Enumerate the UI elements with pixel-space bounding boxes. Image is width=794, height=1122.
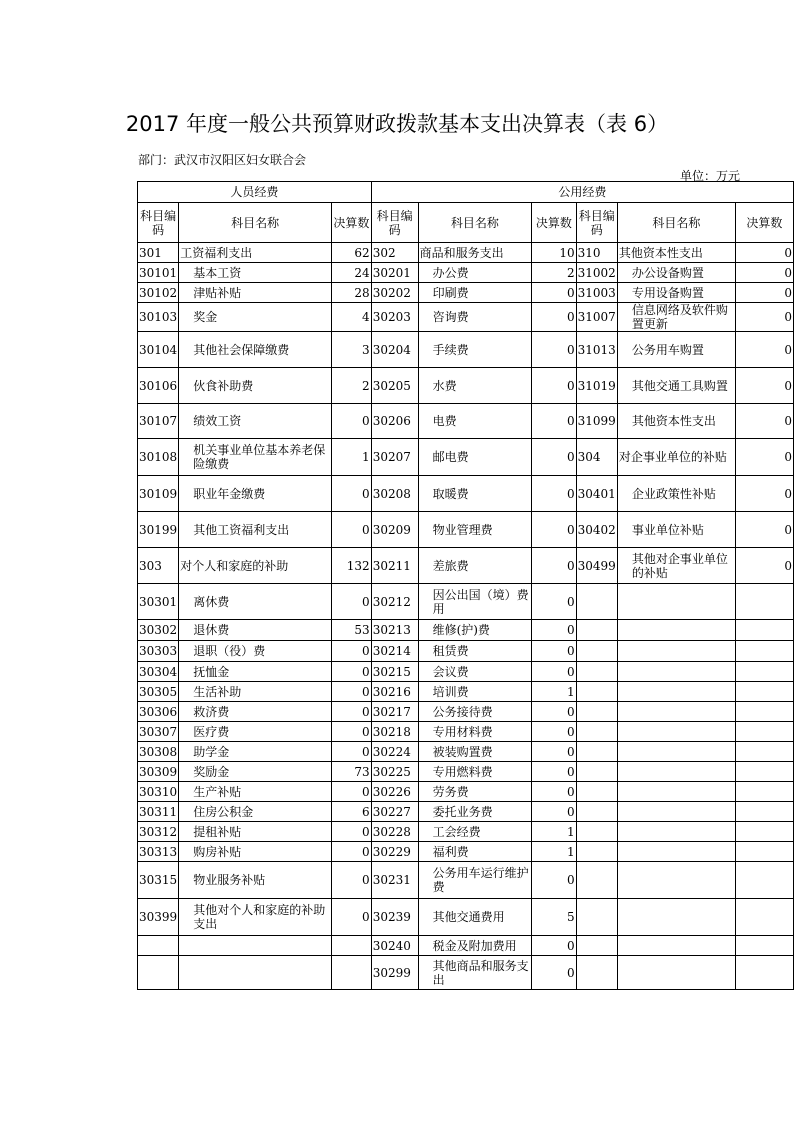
name-cell: [617, 662, 735, 682]
amount-cell: 0: [532, 702, 576, 722]
code-cell: 30101: [138, 263, 179, 283]
code-cell: 30310: [138, 782, 179, 802]
code-cell: 30206: [371, 404, 418, 439]
code-cell: 31013: [576, 332, 617, 368]
amount-cell: 0: [532, 368, 576, 404]
code-cell: 30217: [371, 702, 418, 722]
name-cell: 伙食补助费: [179, 368, 332, 404]
name-cell: [617, 862, 735, 899]
name-cell: 其他社会保障缴费: [179, 332, 332, 368]
code-cell: [576, 662, 617, 682]
name-cell: 离休费: [179, 584, 332, 620]
name-cell: 救济费: [179, 702, 332, 722]
amount-cell: 0: [332, 742, 372, 762]
code-cell: 30103: [138, 303, 179, 332]
amount-cell: [735, 802, 793, 822]
amount-cell: 0: [532, 332, 576, 368]
code-cell: 30240: [371, 936, 418, 956]
name-cell: [617, 584, 735, 620]
name-cell: [179, 936, 332, 956]
amount-cell: [735, 620, 793, 641]
department-label: 部门：武汉市汉阳区妇女联合会: [138, 153, 307, 167]
code-cell: 30109: [138, 476, 179, 512]
name-cell: 绩效工资: [179, 404, 332, 439]
name-cell: 物业服务补贴: [179, 862, 332, 899]
code-cell: [576, 936, 617, 956]
table-row: [138, 722, 794, 742]
code-cell: 30226: [371, 782, 418, 802]
name-cell: 劳务费: [418, 782, 532, 802]
code-cell: 30202: [371, 283, 418, 303]
amount-cell: 0: [735, 263, 793, 283]
personnel-group-header: 人员经费: [138, 182, 372, 203]
amount-cell: 0: [332, 842, 372, 862]
name-cell: 办公设备购置: [617, 263, 735, 283]
code-cell: 30212: [371, 584, 418, 620]
amount-cell: 0: [735, 283, 793, 303]
name-cell: 职业年金缴费: [179, 476, 332, 512]
code-cell: 30201: [371, 263, 418, 283]
amount-cell: 0: [532, 956, 576, 990]
code-cell: 30315: [138, 862, 179, 899]
table-row: [138, 762, 794, 782]
code-cell: 30102: [138, 283, 179, 303]
code-cell: 30203: [371, 303, 418, 332]
name-cell: 提租补贴: [179, 822, 332, 842]
amount-cell: 10: [532, 243, 576, 263]
group-header-row: [138, 182, 794, 203]
name-cell: 信息网络及软件购置更新: [617, 303, 735, 332]
table-row: [138, 899, 794, 936]
amount-cell: [735, 822, 793, 842]
code-cell: [576, 802, 617, 822]
name-cell: 印刷费: [418, 283, 532, 303]
code-cell: 31003: [576, 283, 617, 303]
amount-cell: 0: [532, 802, 576, 822]
amount-cell: 0: [532, 782, 576, 802]
code-cell: 30309: [138, 762, 179, 782]
amount-cell: 0: [532, 862, 576, 899]
name-cell: 医疗费: [179, 722, 332, 742]
table-row: [138, 641, 794, 662]
table-row: [138, 956, 794, 990]
name-cell: [617, 722, 735, 742]
code-cell: [138, 936, 179, 956]
name-cell: [617, 822, 735, 842]
unit-label: 单位：万元: [680, 169, 741, 183]
amount-cell: 2: [332, 368, 372, 404]
amount-cell: 0: [735, 439, 793, 476]
amount-cell: [735, 662, 793, 682]
name-cell: 取暖费: [418, 476, 532, 512]
name-cell: 其他资本性支出: [617, 404, 735, 439]
public-group-header: 公用经费: [371, 182, 793, 203]
code-cell: [576, 822, 617, 842]
amount-cell: 1: [532, 822, 576, 842]
code-cell: 30312: [138, 822, 179, 842]
code-cell: [576, 862, 617, 899]
amount-cell: 0: [332, 822, 372, 842]
name-cell: 基本工资: [179, 263, 332, 283]
name-cell: 专用材料费: [418, 722, 532, 742]
name-header: 科目名称: [418, 203, 532, 243]
code-cell: [576, 842, 617, 862]
name-cell: 维修(护)费: [418, 620, 532, 641]
name-header: 科目名称: [617, 203, 735, 243]
table-row: [138, 702, 794, 722]
amount-cell: 0: [532, 742, 576, 762]
code-cell: [576, 782, 617, 802]
name-cell: 专用设备购置: [617, 283, 735, 303]
amount-cell: [735, 702, 793, 722]
code-cell: 30208: [371, 476, 418, 512]
code-cell: [576, 702, 617, 722]
name-cell: 事业单位补贴: [617, 512, 735, 548]
code-cell: 30311: [138, 802, 179, 822]
amount-header: 决算数: [332, 203, 372, 243]
name-cell: 抚恤金: [179, 662, 332, 682]
amount-cell: 0: [332, 722, 372, 742]
amount-cell: 24: [332, 263, 372, 283]
table-row: [138, 332, 794, 368]
amount-cell: 0: [332, 899, 372, 936]
page-title: 2017 年度一般公共预算财政拨款基本支出决算表（表 6）: [125, 112, 669, 136]
amount-cell: 0: [332, 702, 372, 722]
code-cell: 30239: [371, 899, 418, 936]
name-cell: 公务用车购置: [617, 332, 735, 368]
code-cell: 31019: [576, 368, 617, 404]
table-row: [138, 283, 794, 303]
code-header: 科目编码: [138, 203, 179, 243]
table-row: [138, 802, 794, 822]
name-cell: 机关事业单位基本养老保险缴费: [179, 439, 332, 476]
name-cell: 商品和服务支出: [418, 243, 532, 263]
code-cell: 30299: [371, 956, 418, 990]
code-cell: 30305: [138, 682, 179, 702]
name-cell: 退休费: [179, 620, 332, 641]
amount-cell: 6: [332, 802, 372, 822]
name-cell: 其他工资福利支出: [179, 512, 332, 548]
amount-cell: 0: [532, 641, 576, 662]
code-cell: 30216: [371, 682, 418, 702]
amount-cell: 0: [532, 439, 576, 476]
code-cell: 30399: [138, 899, 179, 936]
amount-cell: 0: [532, 620, 576, 641]
name-cell: 对企事业单位的补贴: [617, 439, 735, 476]
amount-cell: 1: [532, 682, 576, 702]
name-cell: 助学金: [179, 742, 332, 762]
name-cell: 其他商品和服务支出: [418, 956, 532, 990]
name-cell: 会议费: [418, 662, 532, 682]
code-cell: 30104: [138, 332, 179, 368]
code-cell: [576, 620, 617, 641]
amount-cell: 0: [735, 548, 793, 584]
name-cell: [617, 620, 735, 641]
code-cell: [138, 956, 179, 990]
name-cell: 委托业务费: [418, 802, 532, 822]
code-cell: 30108: [138, 439, 179, 476]
amount-cell: [735, 842, 793, 862]
code-cell: 30224: [371, 742, 418, 762]
amount-cell: 0: [735, 243, 793, 263]
amount-cell: 0: [532, 936, 576, 956]
amount-cell: [735, 722, 793, 742]
code-cell: 301: [138, 243, 179, 263]
code-cell: 30215: [371, 662, 418, 682]
table-row: [138, 862, 794, 899]
code-header: 科目编码: [576, 203, 617, 243]
code-cell: [576, 742, 617, 762]
code-cell: [576, 682, 617, 702]
amount-cell: 0: [735, 303, 793, 332]
amount-cell: 0: [532, 762, 576, 782]
code-cell: 30402: [576, 512, 617, 548]
name-cell: [617, 742, 735, 762]
amount-cell: 73: [332, 762, 372, 782]
amount-header: 决算数: [532, 203, 576, 243]
amount-cell: 0: [332, 476, 372, 512]
amount-cell: 0: [332, 404, 372, 439]
name-cell: [617, 641, 735, 662]
amount-cell: 0: [532, 548, 576, 584]
code-cell: 30225: [371, 762, 418, 782]
code-cell: 30231: [371, 862, 418, 899]
table-row: [138, 822, 794, 842]
amount-cell: 0: [332, 662, 372, 682]
name-cell: [617, 936, 735, 956]
code-cell: [576, 641, 617, 662]
name-cell: 水费: [418, 368, 532, 404]
code-cell: [576, 762, 617, 782]
code-cell: 30106: [138, 368, 179, 404]
amount-cell: 0: [532, 303, 576, 332]
amount-cell: 2: [532, 263, 576, 283]
name-cell: 培训费: [418, 682, 532, 702]
amount-cell: [735, 936, 793, 956]
code-cell: 30308: [138, 742, 179, 762]
table-row: [138, 263, 794, 283]
table-row: [138, 662, 794, 682]
name-cell: 手续费: [418, 332, 532, 368]
amount-cell: [735, 762, 793, 782]
table-row: [138, 439, 794, 476]
amount-cell: 62: [332, 243, 372, 263]
amount-cell: 0: [532, 476, 576, 512]
code-cell: 30304: [138, 662, 179, 682]
name-cell: 公务用车运行维护费: [418, 862, 532, 899]
name-cell: 工会经费: [418, 822, 532, 842]
amount-cell: 0: [332, 862, 372, 899]
code-cell: 302: [371, 243, 418, 263]
table-row: [138, 620, 794, 641]
table-row: [138, 303, 794, 332]
amount-cell: 0: [735, 512, 793, 548]
amount-cell: [735, 742, 793, 762]
code-cell: 30227: [371, 802, 418, 822]
table-row: [138, 782, 794, 802]
name-cell: 企业政策性补贴: [617, 476, 735, 512]
name-cell: 奖金: [179, 303, 332, 332]
code-cell: 30199: [138, 512, 179, 548]
amount-cell: 3: [332, 332, 372, 368]
name-cell: 差旅费: [418, 548, 532, 584]
name-cell: 福利费: [418, 842, 532, 862]
column-header-row: [138, 203, 794, 243]
name-cell: 住房公积金: [179, 802, 332, 822]
amount-cell: [332, 956, 372, 990]
name-cell: [617, 842, 735, 862]
name-cell: 购房补贴: [179, 842, 332, 862]
amount-cell: 0: [735, 368, 793, 404]
budget-table: [137, 181, 794, 990]
name-cell: [617, 682, 735, 702]
code-header: 科目编码: [371, 203, 418, 243]
amount-cell: 28: [332, 283, 372, 303]
amount-cell: 0: [532, 584, 576, 620]
code-cell: 30302: [138, 620, 179, 641]
code-cell: 30401: [576, 476, 617, 512]
name-cell: [617, 899, 735, 936]
amount-cell: 0: [532, 283, 576, 303]
table-row: [138, 842, 794, 862]
code-cell: 30301: [138, 584, 179, 620]
code-cell: [576, 722, 617, 742]
name-cell: 物业管理费: [418, 512, 532, 548]
name-cell: 租赁费: [418, 641, 532, 662]
code-cell: [576, 956, 617, 990]
name-header: 科目名称: [179, 203, 332, 243]
amount-cell: [735, 641, 793, 662]
amount-cell: 0: [332, 682, 372, 702]
amount-cell: 0: [332, 512, 372, 548]
name-cell: 其他交通工具购置: [617, 368, 735, 404]
name-cell: 奖励金: [179, 762, 332, 782]
code-cell: 30499: [576, 548, 617, 584]
amount-cell: [735, 682, 793, 702]
code-cell: 310: [576, 243, 617, 263]
table-row: [138, 243, 794, 263]
code-cell: 31002: [576, 263, 617, 283]
name-cell: 公务接待费: [418, 702, 532, 722]
amount-cell: 1: [532, 842, 576, 862]
amount-cell: 0: [332, 584, 372, 620]
name-cell: 被装购置费: [418, 742, 532, 762]
amount-cell: 0: [735, 332, 793, 368]
amount-cell: 0: [532, 662, 576, 682]
table-row: [138, 584, 794, 620]
amount-cell: 0: [735, 476, 793, 512]
amount-cell: [735, 862, 793, 899]
name-cell: [617, 782, 735, 802]
amount-cell: [735, 782, 793, 802]
code-cell: 30213: [371, 620, 418, 641]
code-cell: 30306: [138, 702, 179, 722]
amount-cell: 132: [332, 548, 372, 584]
amount-cell: 0: [532, 404, 576, 439]
name-cell: 津贴补贴: [179, 283, 332, 303]
name-cell: 生产补贴: [179, 782, 332, 802]
name-cell: 因公出国（境）费用: [418, 584, 532, 620]
amount-cell: 53: [332, 620, 372, 641]
code-cell: 30218: [371, 722, 418, 742]
amount-cell: 0: [332, 641, 372, 662]
code-cell: 30214: [371, 641, 418, 662]
amount-cell: 0: [332, 782, 372, 802]
amount-cell: [735, 584, 793, 620]
code-cell: [576, 584, 617, 620]
name-cell: 其他交通费用: [418, 899, 532, 936]
table-row: [138, 368, 794, 404]
table-row: [138, 936, 794, 956]
table-row: [138, 742, 794, 762]
name-cell: 邮电费: [418, 439, 532, 476]
code-cell: [576, 899, 617, 936]
name-cell: 其他对个人和家庭的补助支出: [179, 899, 332, 936]
name-cell: 退职（役）费: [179, 641, 332, 662]
amount-header: 决算数: [735, 203, 793, 243]
code-cell: 30204: [371, 332, 418, 368]
code-cell: 31007: [576, 303, 617, 332]
amount-cell: 0: [735, 404, 793, 439]
name-cell: [179, 956, 332, 990]
name-cell: 工资福利支出: [179, 243, 332, 263]
amount-cell: 0: [532, 512, 576, 548]
name-cell: 税金及附加费用: [418, 936, 532, 956]
name-cell: 其他资本性支出: [617, 243, 735, 263]
code-cell: 30205: [371, 368, 418, 404]
amount-cell: 4: [332, 303, 372, 332]
amount-cell: 5: [532, 899, 576, 936]
name-cell: 对个人和家庭的补助: [179, 548, 332, 584]
code-cell: 303: [138, 548, 179, 584]
amount-cell: [735, 899, 793, 936]
code-cell: 31099: [576, 404, 617, 439]
code-cell: 30229: [371, 842, 418, 862]
amount-cell: [332, 936, 372, 956]
table-row: [138, 682, 794, 702]
name-cell: 办公费: [418, 263, 532, 283]
table-row: [138, 548, 794, 584]
code-cell: 30207: [371, 439, 418, 476]
code-cell: 304: [576, 439, 617, 476]
code-cell: 30228: [371, 822, 418, 842]
name-cell: [617, 956, 735, 990]
code-cell: 30107: [138, 404, 179, 439]
code-cell: 30211: [371, 548, 418, 584]
table-row: [138, 476, 794, 512]
amount-cell: 1: [332, 439, 372, 476]
name-cell: [617, 802, 735, 822]
name-cell: 咨询费: [418, 303, 532, 332]
name-cell: 专用燃料费: [418, 762, 532, 782]
code-cell: 30303: [138, 641, 179, 662]
amount-cell: [735, 956, 793, 990]
code-cell: 30313: [138, 842, 179, 862]
table-row: [138, 404, 794, 439]
name-cell: 生活补助: [179, 682, 332, 702]
code-cell: 30209: [371, 512, 418, 548]
name-cell: [617, 702, 735, 722]
code-cell: 30307: [138, 722, 179, 742]
name-cell: [617, 762, 735, 782]
name-cell: 其他对企事业单位的补贴: [617, 548, 735, 584]
table-row: [138, 512, 794, 548]
amount-cell: 0: [532, 722, 576, 742]
name-cell: 电费: [418, 404, 532, 439]
